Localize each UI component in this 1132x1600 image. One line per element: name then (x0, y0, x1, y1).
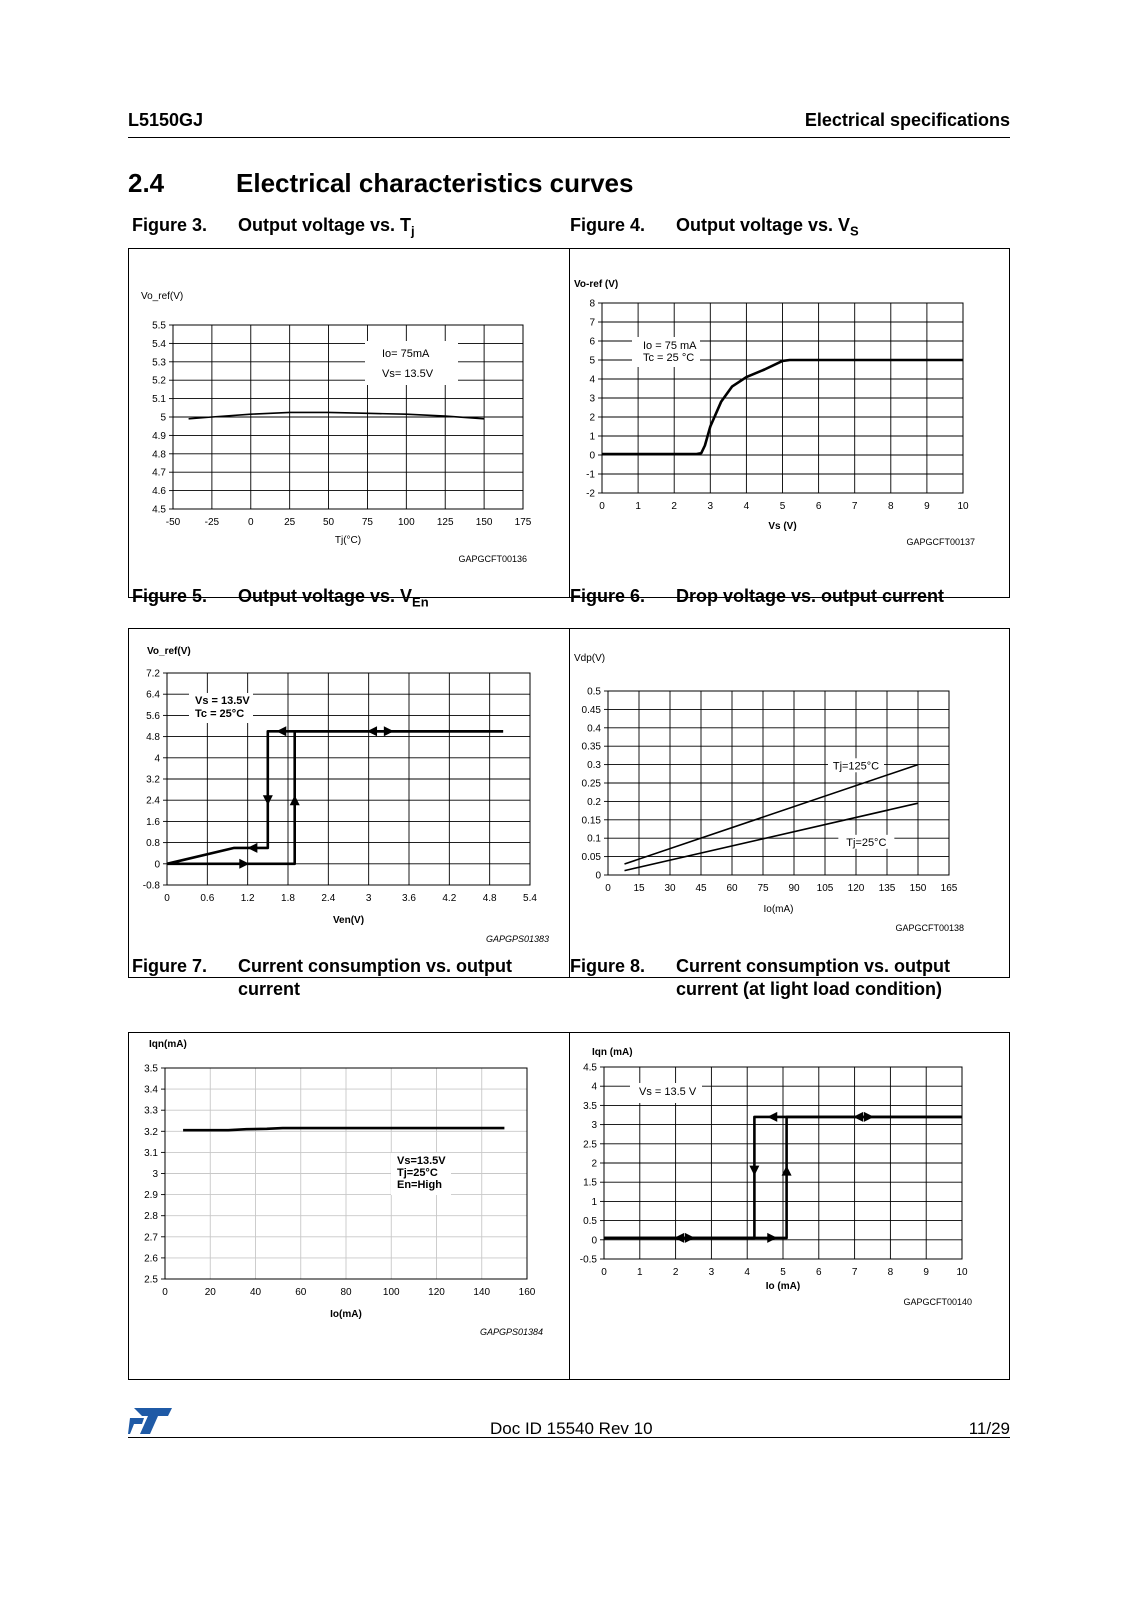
chart-annotation: Tc = 25 °C (643, 352, 695, 364)
y-tick-label: 5 (589, 355, 595, 367)
y-tick-label: 5.6 (146, 710, 160, 722)
series-line (625, 765, 919, 864)
x-tick-label: 120 (428, 1287, 445, 1298)
chart-annotation: Vs = 13.5 V (639, 1086, 697, 1098)
y-tick-label: 0.2 (587, 796, 601, 808)
x-tick-label: 10 (957, 501, 969, 512)
y-tick-label: 5.4 (152, 338, 166, 350)
x-tick-label: 2 (671, 501, 677, 512)
x-tick-label: 9 (923, 1267, 929, 1278)
x-tick-label: 140 (473, 1287, 491, 1298)
y-tick-label: 2.5 (144, 1274, 158, 1286)
x-tick-label: 60 (726, 883, 738, 894)
figure-4-chart (570, 249, 1009, 597)
y-tick-label: 6.4 (146, 689, 160, 701)
y-tick-label: 0 (591, 1235, 597, 1247)
x-tick-label: 7 (851, 1267, 858, 1278)
figure-3-label: Figure 3. (132, 215, 208, 235)
x-tick-label: 50 (322, 517, 335, 528)
x-tick-label: 1.2 (240, 893, 255, 904)
figure-8-title: Current consumption vs. output current (at light load condition) (676, 956, 950, 999)
chart-annotation: En=High (397, 1179, 442, 1191)
direction-arrow (767, 1233, 777, 1243)
x-tick-label: 8 (888, 501, 894, 512)
x-tick-label: 0 (599, 501, 605, 512)
x-axis-label: Io (mA) (765, 1281, 801, 1292)
x-tick-label: -25 (204, 517, 220, 528)
figure-6-panel (569, 628, 1010, 978)
figure-3-chart (129, 249, 569, 597)
y-tick-label: 3 (591, 1120, 597, 1132)
y-tick-label: 3 (589, 393, 595, 405)
series-label: Tj=25°C (846, 836, 887, 849)
x-tick-label: 6 (815, 501, 822, 512)
x-tick-label: 75 (757, 883, 769, 894)
x-axis-label: Io(mA) (330, 1309, 362, 1320)
figure-5-panel (128, 628, 570, 978)
y-tick-label: -1 (586, 469, 595, 481)
x-tick-label: 60 (295, 1287, 307, 1298)
y-tick-label: 1.6 (146, 816, 160, 828)
x-axis-label: Vs (V) (768, 521, 797, 532)
x-tick-label: 105 (816, 883, 834, 894)
y-tick-label: 2.9 (144, 1190, 158, 1202)
figure-6-label: Figure 6. (570, 586, 646, 606)
y-tick-label: 1 (589, 431, 595, 443)
y-tick-label: 3 (152, 1169, 158, 1180)
y-tick-label: 4 (591, 1081, 597, 1093)
y-tick-label: 0.5 (587, 686, 601, 698)
figure-4-label: Figure 4. (570, 215, 646, 235)
figure-7-label: Figure 7. (132, 956, 208, 976)
x-tick-label: 0.6 (200, 893, 215, 904)
chart-annotation: Vs = 13.5V (195, 695, 250, 707)
series-label: Tj=125°C (832, 760, 880, 773)
x-axis-label: Io(mA) (763, 904, 794, 915)
y-tick-label: 0.35 (581, 741, 601, 753)
series-line (167, 731, 503, 864)
x-tick-label: 100 (397, 517, 415, 528)
y-axis-label: Vo_ref(V) (147, 646, 191, 657)
chart-annotation: Vs=13.5V (397, 1155, 446, 1167)
y-tick-label: 5 (160, 412, 166, 424)
y-axis-label: Vdp(V) (574, 653, 606, 664)
y-tick-label: -2 (586, 488, 595, 500)
x-tick-label: 150 (475, 517, 493, 528)
direction-arrow (864, 1112, 874, 1122)
y-tick-label: 1 (591, 1196, 597, 1208)
x-tick-label: 150 (909, 883, 927, 894)
figure-code: GAPGPS01384 (479, 1327, 543, 1337)
y-tick-label: 4.7 (152, 467, 166, 479)
figure-4-panel (569, 248, 1010, 598)
x-tick-label: 10 (956, 1267, 968, 1278)
y-tick-label: 4.5 (583, 1062, 597, 1074)
y-tick-label: 2.6 (144, 1253, 158, 1265)
y-tick-label: 0.15 (581, 815, 601, 827)
x-tick-label: 20 (204, 1287, 216, 1298)
y-tick-label: 2.5 (583, 1139, 597, 1151)
x-tick-label: 4 (744, 1267, 750, 1278)
y-tick-label: 0.1 (587, 833, 601, 845)
x-tick-label: 5 (779, 501, 786, 512)
y-tick-label: 0 (589, 450, 595, 462)
y-tick-label: 4.9 (152, 430, 166, 442)
series-line (167, 731, 503, 864)
y-tick-label: 3.4 (144, 1084, 158, 1096)
x-tick-label: 6 (816, 1267, 822, 1278)
figure-6-title: Drop voltage vs. output current (676, 586, 945, 606)
x-tick-label: 25 (284, 517, 296, 528)
figure-code: GAPGPS01383 (485, 934, 549, 944)
y-tick-label: 0 (595, 870, 601, 882)
direction-arrow (276, 726, 286, 736)
chart-annotation: Tj=25°C (397, 1167, 438, 1179)
figure-code: GAPGCFT00136 (458, 554, 527, 564)
x-tick-label: 5 (780, 1267, 786, 1278)
x-tick-label: 160 (518, 1287, 536, 1298)
x-tick-label: 4.2 (442, 893, 457, 904)
x-axis-label: Tj(°C) (334, 535, 362, 546)
x-tick-label: 75 (361, 517, 374, 528)
x-tick-label: 0 (247, 517, 254, 528)
y-tick-label: 3.5 (583, 1100, 597, 1112)
y-tick-label: 4.8 (146, 732, 160, 744)
direction-arrow (247, 843, 257, 853)
x-tick-label: 4 (743, 501, 750, 512)
x-tick-label: 1 (637, 1267, 643, 1278)
y-tick-label: 4 (589, 374, 595, 386)
y-axis-label: Iqn (mA) (592, 1047, 633, 1058)
series-line (183, 1128, 504, 1130)
y-tick-label: 4.8 (152, 449, 166, 461)
y-tick-label: 1.5 (583, 1177, 597, 1189)
x-tick-label: 3.6 (402, 893, 416, 904)
x-tick-label: 4.8 (482, 893, 497, 904)
y-tick-label: -0.5 (579, 1254, 597, 1266)
figure-5-chart (129, 629, 569, 977)
st-logo-icon (128, 1406, 174, 1441)
x-tick-label: 15 (633, 883, 645, 894)
y-tick-label: 3.2 (144, 1126, 158, 1138)
x-tick-label: 3 (708, 1267, 715, 1278)
y-tick-label: 2 (591, 1158, 597, 1170)
x-tick-label: 1.8 (281, 893, 295, 904)
x-tick-label: 40 (249, 1287, 262, 1298)
y-tick-label: 5.1 (152, 394, 166, 406)
y-tick-label: 8 (589, 298, 595, 310)
x-tick-label: 3 (365, 893, 372, 904)
y-tick-label: -0.8 (142, 880, 160, 892)
figure-code: GAPGCFT00137 (906, 537, 975, 547)
chart-annotation: Tc = 25°C (195, 708, 245, 720)
y-tick-label: 2.8 (144, 1211, 158, 1223)
y-tick-label: 4.6 (152, 486, 166, 498)
x-tick-label: 165 (940, 883, 958, 894)
y-tick-label: 5.2 (152, 375, 166, 387)
header-title: L5150GJ (128, 110, 204, 130)
x-tick-label: 100 (382, 1287, 400, 1298)
y-tick-label: 4 (154, 753, 160, 765)
section-number: 2.4 (128, 168, 165, 198)
x-tick-label: 0 (605, 883, 611, 894)
chart-annotation: Vs= 13.5V (382, 368, 434, 380)
y-tick-label: 3.1 (144, 1147, 158, 1159)
figure-8-chart (570, 1033, 1009, 1379)
footer-page-number: 11/29 (968, 1419, 1010, 1438)
figure-code: GAPGCFT00138 (895, 923, 964, 933)
x-tick-label: 2 (672, 1267, 679, 1278)
y-tick-label: 0 (154, 859, 160, 871)
chart-annotation: Io= 75mA (382, 348, 430, 360)
x-tick-label: 1 (635, 501, 641, 512)
x-tick-label: 7 (851, 501, 858, 512)
x-tick-label: 0 (164, 893, 170, 904)
y-tick-label: 5.3 (152, 357, 166, 369)
x-tick-label: 80 (340, 1287, 352, 1298)
figure-5-label: Figure 5. (132, 586, 208, 606)
x-tick-label: 2.4 (321, 893, 336, 904)
y-tick-label: 3.2 (146, 774, 160, 786)
figure-7-chart (129, 1033, 569, 1379)
y-tick-label: 0.45 (581, 704, 601, 716)
series-line (189, 412, 485, 418)
figure-5-title: Output voltage vs. $V_{En}$ (238, 586, 429, 610)
y-tick-label: 7 (589, 317, 595, 329)
figure-3-title: Output voltage vs. $T_j$ (238, 215, 415, 239)
direction-arrow (767, 1112, 777, 1122)
figure-8-label: Figure 8. (570, 956, 646, 976)
direction-arrow (384, 726, 394, 736)
x-tick-label: 0 (162, 1287, 168, 1298)
x-tick-label: 0 (601, 1267, 607, 1278)
y-tick-label: 0.05 (581, 852, 601, 864)
x-tick-label: 5.4 (523, 893, 537, 904)
y-tick-label: 3.3 (144, 1105, 158, 1117)
y-tick-label: 2.7 (144, 1232, 158, 1244)
y-tick-label: 0.4 (587, 723, 601, 735)
x-tick-label: 3 (707, 501, 714, 512)
x-tick-label: 120 (847, 883, 865, 894)
y-axis-label: Vo-ref (V) (574, 279, 619, 290)
footer-doc-id: Doc ID 15540 Rev 10 (490, 1419, 653, 1438)
y-tick-label: 3.5 (144, 1063, 158, 1075)
y-tick-label: 4.5 (152, 504, 166, 516)
x-tick-label: 125 (436, 517, 454, 528)
y-tick-label: 0.8 (146, 838, 160, 850)
direction-arrow (749, 1166, 759, 1176)
figure-7-title: Current consumption vs. output current (238, 956, 512, 999)
y-tick-label: 6 (589, 336, 595, 348)
x-tick-label: 175 (514, 517, 532, 528)
x-tick-label: 45 (695, 883, 707, 894)
figure-4-title: Output voltage vs. $V_S$ (676, 215, 859, 239)
x-tick-label: 135 (878, 883, 896, 894)
x-tick-label: 90 (788, 883, 800, 894)
x-axis-label: Ven(V) (332, 915, 365, 926)
y-tick-label: 2.4 (146, 795, 160, 807)
y-tick-label: 7.2 (146, 668, 160, 680)
header-rule (128, 137, 1010, 138)
y-tick-label: 0.3 (587, 760, 601, 772)
y-axis-label: Vo_ref(V) (141, 291, 184, 302)
y-tick-label: 2 (589, 412, 595, 424)
y-axis-label: Iqn(mA) (149, 1039, 187, 1050)
section-title: Electrical characteristics curves (236, 168, 634, 198)
x-tick-label: 30 (664, 883, 676, 894)
header-section: Electrical specifications (804, 110, 1010, 130)
x-tick-label: 8 (887, 1267, 894, 1278)
figure-8-panel (569, 1032, 1010, 1380)
y-tick-label: 0.25 (581, 778, 601, 790)
y-tick-label: 5.5 (152, 320, 166, 332)
figure-code: GAPGCFT00140 (903, 1297, 972, 1307)
x-tick-label: 9 (924, 501, 930, 512)
direction-arrow (685, 1233, 695, 1243)
figure-3-panel (128, 248, 570, 598)
figure-7-panel (128, 1032, 570, 1380)
y-tick-label: 0.5 (583, 1216, 597, 1228)
chart-annotation: Io = 75 mA (643, 340, 697, 352)
x-tick-label: -50 (165, 517, 181, 528)
figure-6-chart (570, 629, 1009, 977)
